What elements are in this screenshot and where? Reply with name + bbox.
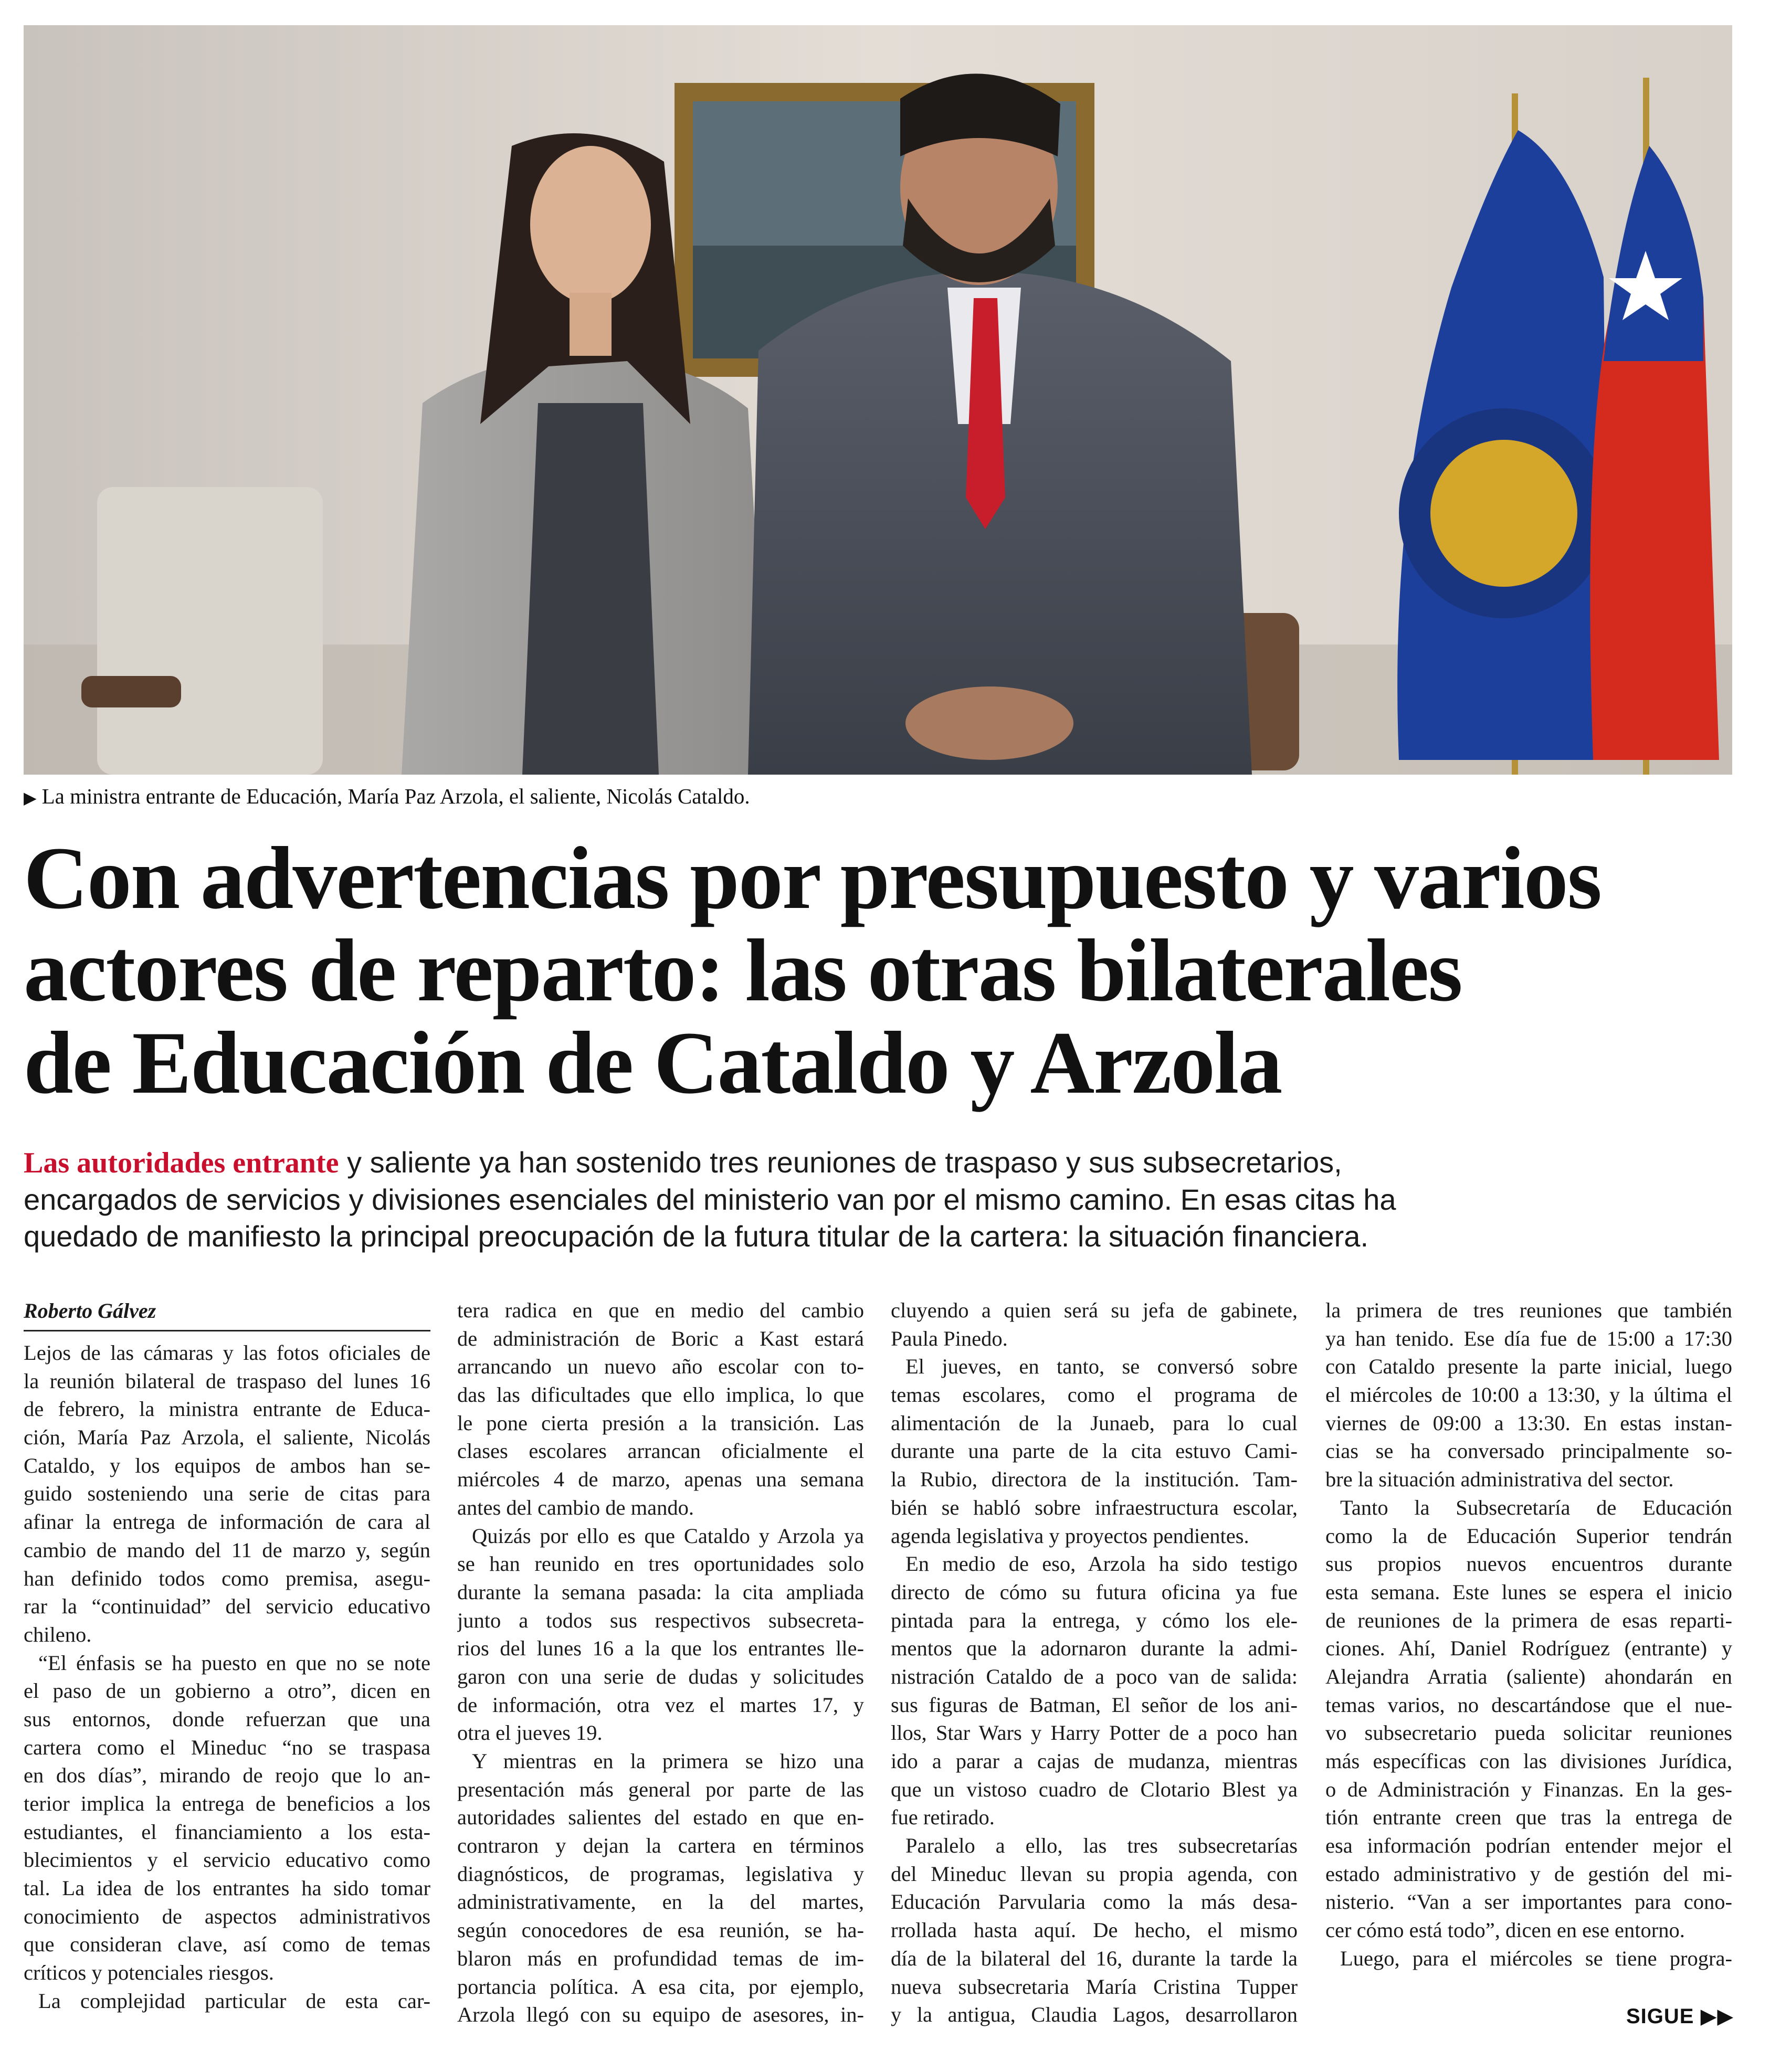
article-text-line: del Mineduc llevan su propia agenda, con xyxy=(891,1862,1298,1886)
article-text-line: Lejos de las cámaras y las fotos oficiales de xyxy=(24,1341,430,1365)
lede-line1-rest: y saliente ya han sostenido tres reuniones de traspaso y sus subsecretarios, xyxy=(339,1146,1342,1179)
article-text-line: antes del cambio de mando. xyxy=(457,1495,694,1519)
article-text-line: “El énfasis se ha puesto en que no se note xyxy=(38,1651,430,1675)
article-text-line: Paula Pinedo. xyxy=(891,1326,1008,1350)
article-text-line: el paso de un gobierno a otro”, dicen en xyxy=(24,1679,430,1703)
article-text-line: administrativamente, en la del martes, xyxy=(457,1890,864,1914)
article-text-line: Y mientras en la primera se hizo una xyxy=(472,1749,864,1773)
headline-line: actores de reparto: las otras bilaterales xyxy=(24,921,1462,1020)
article-text-line: de reuniones de la primera de esas reparti- xyxy=(1325,1608,1732,1632)
article-text-line: rar la “continuidad” del servicio educativo xyxy=(24,1594,430,1619)
article-text-line: se han reunido en tres oportunidades solo xyxy=(457,1552,864,1576)
article-text-line: la reunión bilateral de traspaso del lunes 16 xyxy=(24,1369,430,1393)
article-text-line: cer cómo está todo”, dicen en ese entorno. xyxy=(1325,1918,1685,1942)
headline-line: Con advertencias por presupuesto y varios xyxy=(24,829,1601,927)
article-text-line: Educación Parvularia como la más desa- xyxy=(891,1890,1298,1914)
article-text-line: la Rubio, directora de la institución. Tam- xyxy=(891,1467,1298,1492)
article-text-line: y la antigua, Claudia Lagos, desarrollaron xyxy=(891,2003,1298,2027)
article-text-line: de febrero, la ministra entrante de Educa- xyxy=(24,1397,430,1421)
article-text-line: la primera de tres reuniones que también xyxy=(1325,1298,1732,1322)
article-text-line: que un vistoso cuadro de Clotario Blest ya xyxy=(891,1777,1298,1801)
article-text-line: directo de cómo su futura oficina ya fue xyxy=(891,1580,1298,1604)
article-text-line: más específicas con las divisiones Jurídica, xyxy=(1325,1749,1732,1773)
article-text-line: contraron y dejan la cartera en términos xyxy=(457,1834,864,1858)
article-text-line: esa información podrían entender mejor el xyxy=(1325,1834,1732,1858)
article-text-line: Arzola llegó con su equipo de asesores, in- xyxy=(457,2003,864,2027)
article-text-line: autoridades salientes del estado en que en- xyxy=(457,1805,864,1830)
article-text-line: arrancando un nuevo año escolar con to- xyxy=(457,1355,864,1379)
article-text-line: afinar la entrega de información de cara al xyxy=(24,1510,430,1534)
article-text-line: vo subsecretario pueda solicitar reuniones xyxy=(1325,1721,1732,1745)
article-text-line: Tanto la Subsecretaría de Educación xyxy=(1340,1495,1732,1519)
article-text-line: viernes de 09:00 a 13:30. En estas instan- xyxy=(1325,1411,1732,1435)
article-text-line: ya han tenido. Ese día fue de 15:00 a 17:30 xyxy=(1325,1326,1732,1350)
article-text-line: de información, otra vez el martes 17, y xyxy=(457,1693,864,1717)
article-text-line: tal. La idea de los entrantes ha sido tomar xyxy=(24,1876,430,1900)
article-text-line: chileno. xyxy=(24,1622,92,1646)
article-text-line: miércoles 4 de marzo, apenas una semana xyxy=(457,1467,864,1492)
lede-line: quedado de manifiesto la principal preocupación de la futura titular de la cartera: la situación financiera. xyxy=(24,1220,1368,1253)
article-text-line: el miércoles de 10:00 a 13:30, y la última el xyxy=(1325,1383,1732,1407)
article-text-line: tión entrante creen que tras la entrega de xyxy=(1325,1805,1732,1830)
continuation-label: SIGUE xyxy=(1626,2005,1694,2028)
article-text-line: de administración de Boric a Kast estará xyxy=(457,1326,864,1350)
column-lines xyxy=(1325,1296,1732,1973)
article-text-line: Luego, para el miércoles se tiene progra- xyxy=(1340,1946,1732,1970)
continuation-marker[interactable] xyxy=(1626,2004,1734,2029)
photo-caption-text: La ministra entrante de Educación, María Paz Arzola, el saliente, Nicolás Cataldo. xyxy=(41,784,750,808)
article-text-line: temas escolares, como el programa de xyxy=(891,1383,1298,1407)
article-text-line: blaron más en profundidad temas de im- xyxy=(457,1946,864,1970)
column-lines xyxy=(24,1339,430,2015)
article-column-4 xyxy=(1325,1296,1732,1973)
triangle-right-icon: ▶ xyxy=(24,788,37,807)
article-text-line: ido a parar a cajas de mudanza, mientras xyxy=(891,1749,1298,1773)
article-text-line: temas varios, no descartándose que el nue- xyxy=(1325,1693,1732,1717)
headline xyxy=(24,829,1735,1112)
article-text-line: cartera como el Mineduc “no se traspasa xyxy=(24,1735,430,1759)
article-text-line: conocimiento de aspectos administrativos xyxy=(24,1904,430,1928)
article-text-line: Quizás por ello es que Cataldo y Arzola ya xyxy=(472,1524,864,1548)
lede-kicker: Las autoridades entrante xyxy=(24,1147,339,1179)
article-text-line: día de la bilateral del 16, durante la tarde la xyxy=(891,1946,1298,1970)
ministers-photo-illustration xyxy=(24,25,1732,775)
article-text-line: otra el jueves 19. xyxy=(457,1721,603,1745)
article-text-line: presentación más general por parte de las xyxy=(457,1777,864,1801)
article-text-line: El jueves, en tanto, se conversó sobre xyxy=(905,1355,1298,1379)
article-text-line: tera radica en que en medio del cambio xyxy=(457,1298,864,1322)
article-photo xyxy=(24,25,1732,775)
article-text-line: como la de Educación Superior tendrán xyxy=(1325,1524,1732,1548)
article-text-line: pintada para la entrega, y cómo los ele- xyxy=(891,1608,1298,1632)
article-text-line: fue retirado. xyxy=(891,1805,995,1830)
article-text-line: han definido todos como premisa, asegu- xyxy=(24,1566,430,1590)
article-text-line: La complejidad particular de esta car- xyxy=(38,1989,430,2013)
article-text-line: Paralelo a ello, las tres subsecretarías xyxy=(905,1834,1298,1858)
article-text-line: durante una parte de la cita estuvo Cami- xyxy=(891,1439,1298,1463)
article-text-line: bién se habló sobre infraestructura escolar, xyxy=(891,1495,1298,1519)
article-text-line: sus figuras de Batman, El señor de los ani- xyxy=(891,1693,1298,1717)
article-text-line: ciones. Ahí, Daniel Rodríguez (entrante) y xyxy=(1325,1636,1732,1661)
article-text-line: que consideran clave, así como de temas xyxy=(24,1932,430,1957)
article-text-line: portancia política. A esa cita, por ejemplo, xyxy=(457,1974,864,1999)
article-text-line: blecimientos y el servicio educativo como xyxy=(24,1848,430,1872)
article-text-line: guido sosteniendo una serie de citas para xyxy=(24,1482,430,1506)
article-text-line: nueva subsecretaria María Cristina Tupper xyxy=(891,1974,1298,1999)
article-text-line: sus propios nuevos encuentros durante xyxy=(1325,1552,1732,1576)
column-lines xyxy=(457,1296,864,2029)
article-text-line: rios del lunes 16 a la que los entrantes lle- xyxy=(457,1636,864,1661)
article-text-line: estudiantes, el financiamiento a los esta- xyxy=(24,1820,430,1844)
article-text-line: nisterio. “Van a ser importantes para cono- xyxy=(1325,1890,1732,1914)
article-text-line: durante la semana pasada: la cita ampliada xyxy=(457,1580,864,1604)
article-text-line: le pone cierta presión a la transición. Las xyxy=(457,1411,864,1435)
article-text-line: estado administrativo y de gestión del mi- xyxy=(1325,1862,1732,1886)
article-text-line: cluyendo a quien será su jefa de gabinete, xyxy=(891,1298,1298,1322)
article-text-line: agenda legislativa y proyectos pendientes. xyxy=(891,1524,1249,1548)
article-column-1 xyxy=(24,1296,430,2015)
lede-line: encargados de servicios y divisiones esenciales del ministerio van por el mismo camino. En esas citas ha xyxy=(24,1183,1396,1216)
article-text-line: junto a todos sus respectivos subsecreta- xyxy=(457,1608,864,1632)
article-text-line: llos, Star Wars y Harry Potter de a poco han xyxy=(891,1721,1298,1745)
article-text-line: mentos que la adornaron durante la admi- xyxy=(891,1636,1298,1661)
article-text-line: En medio de eso, Arzola ha sido testigo xyxy=(905,1552,1298,1576)
article-text-line: con Cataldo presente la parte inicial, luego xyxy=(1325,1355,1732,1379)
column-lines xyxy=(891,1296,1298,2029)
article-text-line: sus entornos, donde refuerzan que una xyxy=(24,1707,430,1731)
article-text-line: según conocedores de esa reunión, se ha- xyxy=(457,1918,864,1942)
article-text-line: rrollada hasta aquí. De hecho, el mismo xyxy=(891,1918,1298,1942)
article-text-line: cias se ha conversado principalmente so- xyxy=(1325,1439,1732,1463)
article-text-line: cambio de mando del 11 de marzo y, según xyxy=(24,1538,430,1562)
article-text-line: diagnósticos, de programas, legislativa y xyxy=(457,1862,864,1886)
article-text-line: esta semana. Este lunes se espera el inicio xyxy=(1325,1580,1732,1604)
article-text-line: Cataldo, y los equipos de ambos han se- xyxy=(24,1453,430,1477)
article-text-line: bre la situación administrativa del sector. xyxy=(1325,1467,1674,1492)
article-text-line: en dos días”, mirando de reojo que lo an- xyxy=(24,1763,430,1788)
headline-line: de Educación de Cataldo y Arzola xyxy=(24,1013,1282,1112)
article-text-line: o de Administración y Finanzas. En la ges- xyxy=(1325,1777,1732,1801)
article-column-2 xyxy=(457,1296,864,2029)
article-text-line: das las dificultades que ello implica, lo que xyxy=(457,1383,864,1407)
article-text-line: alimentación de la Junaeb, para lo cual xyxy=(891,1411,1298,1435)
article-text-line: nistración Cataldo de a poco van de salida: xyxy=(891,1664,1298,1688)
article-text-line: Alejandra Arratia (saliente) ahondarán en xyxy=(1325,1664,1732,1688)
article-text-line: terior implica la entrega de beneficios a los xyxy=(24,1792,430,1815)
article-text-line: garon con una serie de dudas y solicitudes xyxy=(457,1664,864,1688)
article-text-line: clases escolares arrancan oficialmente el xyxy=(457,1439,864,1463)
article-text-line: críticos y potenciales riesgos. xyxy=(24,1961,274,1985)
article-text-line: ción, María Paz Arzola, el saliente, Nicolás xyxy=(24,1425,430,1450)
photo-caption xyxy=(24,783,1732,811)
lede xyxy=(24,1144,1735,1255)
double-arrow-right-icon: ▶▶ xyxy=(1694,2005,1734,2028)
byline: Roberto Gálvez xyxy=(24,1296,430,1331)
lede-line xyxy=(24,1144,1735,1181)
article-column-3 xyxy=(891,1296,1298,2029)
